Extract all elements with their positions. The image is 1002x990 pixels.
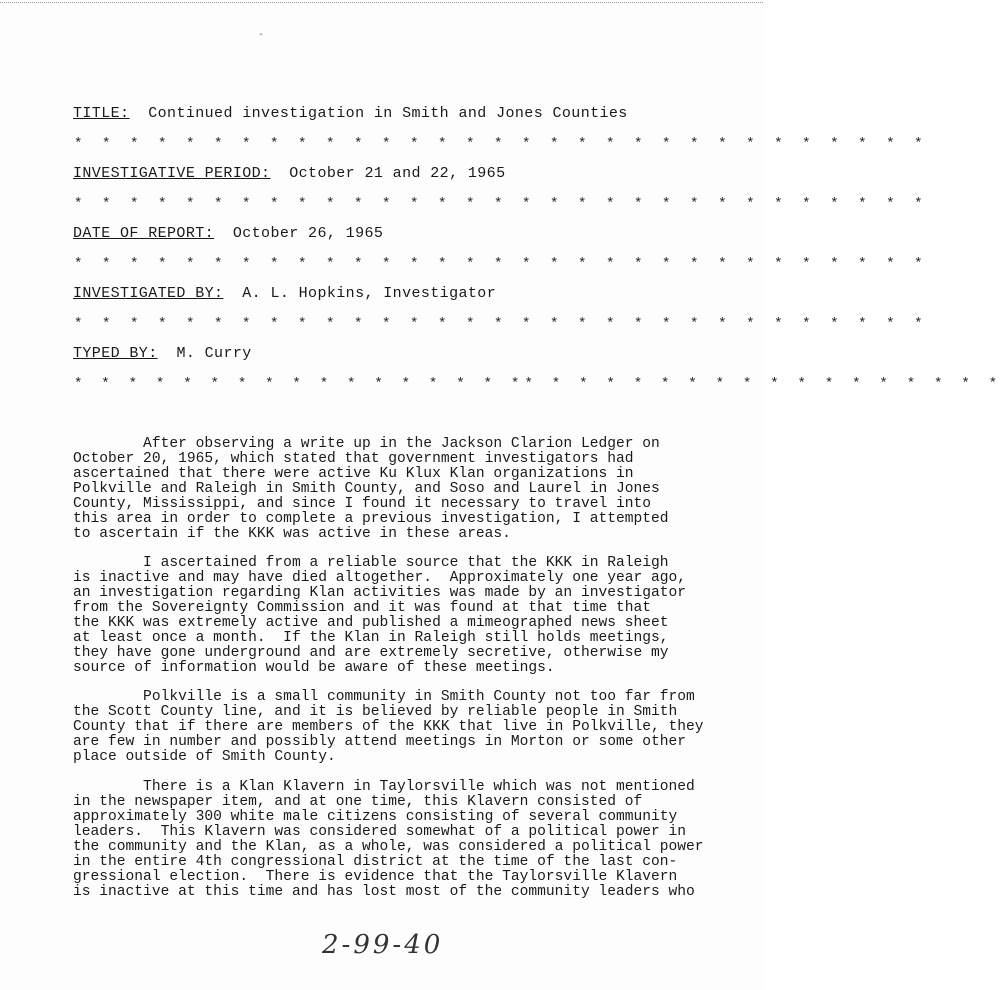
star-separator-2: * * * * * * * * * * * * * * * * * * * * * * * * * * * * * * * xyxy=(74,196,929,212)
typed-by-label: TYPED BY: xyxy=(73,345,158,362)
report-date-label: DATE OF REPORT: xyxy=(73,225,215,242)
star-separator-1: * * * * * * * * * * * * * * * * * * * * * * * * * * * * * * * xyxy=(74,136,929,152)
title-field xyxy=(73,105,628,122)
typed-by-value: M. Curry xyxy=(176,345,252,362)
star-separator-5: * * * * * * * * * * * * * * * * ** * * * * * * * * * * * * * * * * * xyxy=(74,376,1002,392)
report-date-field xyxy=(73,225,383,242)
report-date-value: October 26, 1965 xyxy=(232,225,384,242)
stray-mark: - xyxy=(258,30,265,41)
star-separator-3: * * * * * * * * * * * * * * * * * * * * * * * * * * * * * * * xyxy=(74,256,929,272)
investigator-label: INVESTIGATED BY: xyxy=(73,285,224,302)
paragraph-4: There is a Klan Klavern in Taylorsville which was not mentioned in the newspaper item, and at one time, this Klavern consisted of approximately 300 white male citizens consisting of several community leaders. This Klavern was considered somewhat of a political power in the community and the Klan, as a whole, was considered a political power in the entire 4th congressional district at the time of the last con- gressional election. There is evidence that the Taylorsville Klavern is inactive at this time and has lost most of the community leaders who xyxy=(73,779,704,900)
top-border-rule xyxy=(0,2,763,3)
title-label: TITLE: xyxy=(73,105,130,122)
paragraph-2: I ascertained from a reliable source that the KKK in Raleigh is inactive and may have died altogether. Approximately one year ago, an investigation regarding Klan activities was made by an investigator from the Sovereignty Commission and it was found at that time that the KKK was extremely active and published a mimeographed news sheet at least once a month. If the Klan in Raleigh still holds meetings, they have gone underground and are extremely secretive, otherwise my source of information would be aware of these meetings. xyxy=(73,555,687,676)
paragraph-3: Polkville is a small community in Smith County not too far from the Scott County line, and it is believed by reliable people in Smith County that if there are members of the KKK that live in Polkville, they are few in number and possibly attend meetings in Morton or some other place outside of Smith County. xyxy=(73,689,704,765)
title-value: Continued investigation in Smith and Jones Counties xyxy=(148,105,628,122)
paragraph-1: After observing a write up in the Jackson Clarion Ledger on October 20, 1965, which stated that government investigators had ascertained that there were active Ku Klux Klan organizations in Polkville and Raleigh in Smith County, and Soso and Laurel in Jones County, Mississippi, and since I found it necessary to travel into this area in order to complete a previous investigation, I attempted to ascertain if the KKK was active in these areas. xyxy=(73,436,669,542)
period-label: INVESTIGATIVE PERIOD: xyxy=(73,165,271,182)
period-value: October 21 and 22, 1965 xyxy=(289,165,506,182)
typed-by-field xyxy=(73,345,252,362)
period-field xyxy=(73,165,505,182)
investigator-field xyxy=(73,285,496,302)
handwritten-file-number: 2-99-40 xyxy=(322,930,444,960)
investigator-value: A. L. Hopkins, Investigator xyxy=(242,285,497,302)
star-separator-4: * * * * * * * * * * * * * * * * * * * * * * * * * * * * * * * xyxy=(74,316,929,332)
